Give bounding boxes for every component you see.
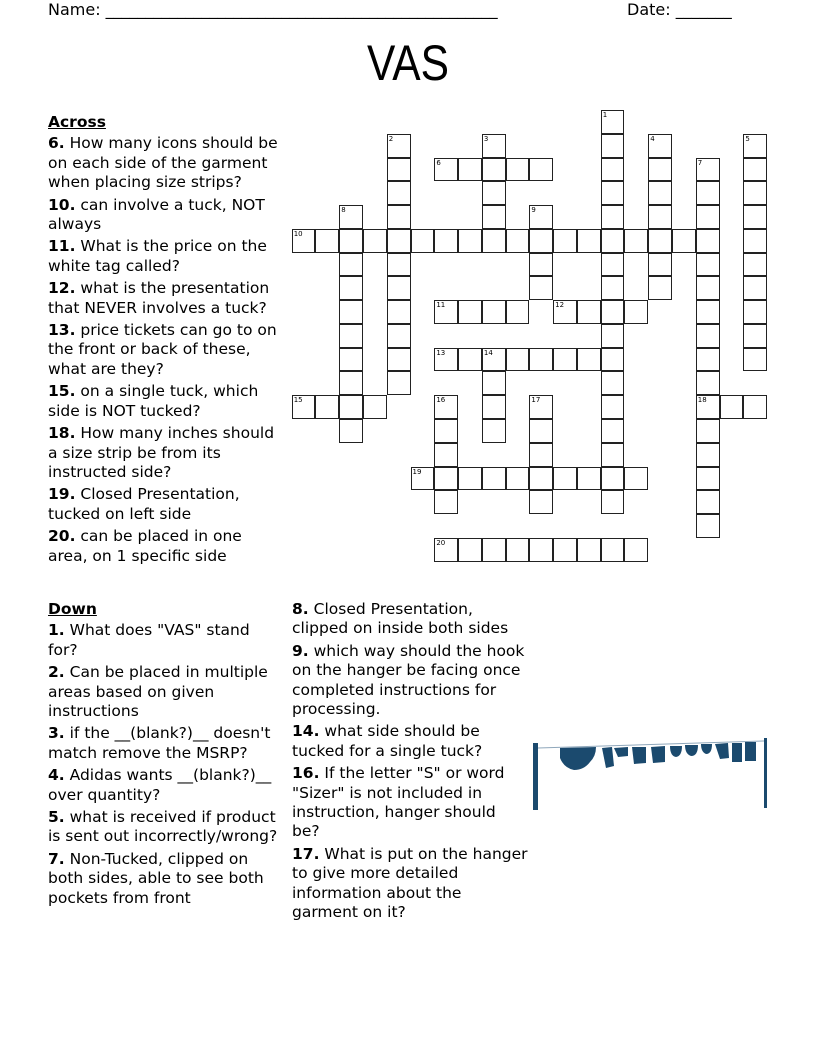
grid-cell[interactable] (363, 229, 387, 253)
grid-cell[interactable] (434, 443, 458, 467)
clue-across (48, 134, 280, 192)
grid-cell[interactable] (577, 348, 601, 372)
grid-cell[interactable] (482, 467, 506, 491)
grid-cell[interactable] (696, 490, 720, 514)
clue-down (292, 764, 528, 842)
grid-cell[interactable] (506, 229, 530, 253)
clue-text: Non-Tucked, clipped on both sides, able to see both pockets from front (48, 849, 264, 907)
cell-number: 9 (531, 206, 536, 215)
grid-cell[interactable] (434, 419, 458, 443)
grid-cell[interactable] (648, 276, 672, 300)
grid-cell[interactable] (458, 467, 482, 491)
grid-cell[interactable] (720, 395, 744, 419)
grid-cell[interactable] (482, 419, 506, 443)
page-title: VAS (367, 35, 449, 91)
grid-cell[interactable] (434, 300, 458, 324)
clue-text: Adidas wants __(blank?)__ over quantity? (48, 766, 272, 804)
grid-cell[interactable] (529, 490, 553, 514)
clue-across (48, 196, 280, 235)
grid-cell[interactable] (577, 538, 601, 562)
clue-text: if the __(blank?)__ doesn't match remove the MSRP? (48, 724, 271, 762)
grid-cell[interactable] (506, 158, 530, 182)
grid-cell[interactable] (434, 467, 458, 491)
clue-number: 3. (48, 724, 65, 743)
grid-cell[interactable] (553, 229, 577, 253)
grid-cell[interactable] (648, 229, 672, 253)
grid-cell[interactable] (696, 514, 720, 538)
grid-cell[interactable] (529, 467, 553, 491)
clue-number: 8. (292, 600, 309, 618)
grid-cell[interactable] (411, 467, 435, 491)
grid-cell[interactable] (601, 490, 625, 514)
grid-cell[interactable] (482, 348, 506, 372)
grid-cell[interactable] (601, 538, 625, 562)
grid-cell[interactable] (434, 348, 458, 372)
grid-cell[interactable] (601, 300, 625, 324)
grid-cell[interactable] (648, 158, 672, 182)
grid-cell[interactable] (339, 324, 363, 348)
grid-cell[interactable] (601, 276, 625, 300)
grid-cell[interactable] (339, 348, 363, 372)
clue-number: 10. (48, 195, 76, 214)
grid-cell[interactable] (529, 253, 553, 277)
clue-text: What is put on the hanger to give more detailed information about the garment on it? (292, 844, 528, 922)
grid-cell[interactable] (482, 229, 506, 253)
grid-cell[interactable] (696, 229, 720, 253)
grid-cell[interactable] (696, 419, 720, 443)
clue-text: If the letter "S" or word "Sizer" is not included in instruction, hanger should be? (292, 764, 505, 841)
grid-cell[interactable] (387, 253, 411, 277)
clue-text: can be placed in one area, on 1 specific side (48, 527, 242, 565)
down-clues-right (292, 600, 528, 926)
grid-cell[interactable] (553, 467, 577, 491)
clue-number: 1. (48, 621, 65, 640)
grid-cell[interactable] (743, 158, 767, 182)
cell-number: 14 (483, 348, 493, 357)
grid-cell[interactable] (506, 538, 530, 562)
clue-text: what side should be tucked for a single tuck? (292, 722, 483, 760)
grid-cell[interactable] (458, 229, 482, 253)
grid-cell[interactable] (529, 419, 553, 443)
name-field: Name: _________________________________________________ (48, 0, 498, 19)
grid-cell[interactable] (624, 300, 648, 324)
clue-text: which way should the hook on the hanger be facing once completed instructions for processing. (292, 641, 525, 719)
cell-number: 3 (483, 134, 489, 143)
grid-cell[interactable] (434, 229, 458, 253)
grid-cell[interactable] (506, 348, 530, 372)
date-field: Date: _______ (627, 0, 732, 19)
clue-number: 12. (48, 279, 76, 298)
grid-cell[interactable] (434, 395, 458, 419)
grid-cell[interactable] (601, 467, 625, 491)
clue-number: 7. (48, 849, 65, 868)
cell-number: 7 (697, 158, 703, 167)
clue-text: What is the price on the white tag called? (48, 237, 267, 275)
cell-number: 12 (555, 301, 565, 310)
grid-cell[interactable] (696, 443, 720, 467)
down-clues-left (48, 600, 284, 911)
grid-cell[interactable] (529, 205, 553, 229)
grid-cell[interactable] (624, 538, 648, 562)
grid-cell[interactable] (315, 395, 339, 419)
grid-cell[interactable] (506, 300, 530, 324)
clue-number: 5. (48, 808, 65, 827)
clue-across (48, 485, 280, 524)
grid-cell[interactable] (339, 276, 363, 300)
grid-cell[interactable] (339, 229, 363, 253)
grid-cell[interactable] (577, 467, 601, 491)
cell-number: 1 (602, 111, 608, 119)
cell-number: 6 (436, 158, 441, 167)
grid-cell[interactable] (743, 253, 767, 277)
clue-down (48, 663, 284, 721)
grid-cell[interactable] (553, 348, 577, 372)
clue-down (48, 808, 284, 847)
grid-cell[interactable] (648, 253, 672, 277)
grid-cell[interactable] (529, 348, 553, 372)
grid-cell[interactable] (696, 395, 720, 419)
down-heading: Down (48, 600, 97, 618)
grid-cell[interactable] (387, 300, 411, 324)
cell-number: 10 (293, 229, 303, 238)
across-heading: Across (48, 113, 106, 131)
clue-down (292, 845, 528, 923)
grid-cell[interactable] (339, 419, 363, 443)
clue-text: How many inches should a size strip be from its instructed side? (48, 424, 275, 481)
clue-across (48, 527, 280, 566)
grid-cell[interactable] (696, 348, 720, 372)
grid-cell[interactable] (743, 134, 767, 158)
clue-down (48, 766, 284, 805)
grid-cell[interactable] (458, 538, 482, 562)
grid-cell[interactable] (601, 158, 625, 182)
grid-cell[interactable] (506, 467, 530, 491)
grid-cell[interactable] (601, 253, 625, 277)
grid-cell[interactable] (743, 300, 767, 324)
grid-cell[interactable] (696, 467, 720, 491)
grid-cell[interactable] (482, 538, 506, 562)
grid-cell[interactable] (601, 181, 625, 205)
grid-cell[interactable] (458, 300, 482, 324)
grid-cell[interactable] (434, 490, 458, 514)
grid-cell[interactable] (458, 158, 482, 182)
grid-cell[interactable] (743, 229, 767, 253)
grid-cell[interactable] (601, 443, 625, 467)
grid-cell[interactable] (387, 205, 411, 229)
grid-cell[interactable] (315, 229, 339, 253)
grid-cell[interactable] (696, 324, 720, 348)
clue-text: How many icons should be on each side of the garment when placing size strips? (48, 134, 278, 192)
grid-cell[interactable] (387, 158, 411, 182)
grid-cell[interactable] (387, 276, 411, 300)
grid-cell[interactable] (743, 324, 767, 348)
cell-number: 2 (388, 134, 394, 143)
grid-cell[interactable] (648, 134, 672, 158)
grid-cell[interactable] (648, 205, 672, 229)
grid-cell[interactable] (601, 348, 625, 372)
clue-number: 17. (292, 844, 320, 863)
grid-cell[interactable] (387, 134, 411, 158)
grid-cell[interactable] (482, 371, 506, 395)
clue-text: price tickets can go to on the front or back of these, what are they? (48, 321, 277, 378)
cell-number: 16 (436, 396, 446, 405)
cell-number: 13 (436, 348, 446, 357)
grid-cell[interactable] (434, 538, 458, 562)
grid-cell[interactable] (339, 205, 363, 229)
grid-cell[interactable] (482, 134, 506, 158)
cell-number: 19 (412, 467, 422, 476)
grid-cell[interactable] (743, 395, 767, 419)
clue-across (48, 382, 280, 421)
clue-number: 15. (48, 382, 76, 401)
clue-down (48, 724, 284, 763)
grid-cell[interactable] (529, 395, 553, 419)
grid-cell[interactable] (292, 229, 316, 253)
grid-cell[interactable] (696, 276, 720, 300)
clue-number: 16. (292, 764, 320, 783)
clue-number: 14. (292, 722, 320, 741)
grid-cell[interactable] (482, 158, 506, 182)
grid-cell[interactable] (648, 181, 672, 205)
clue-text: what is the presentation that NEVER involves a tuck? (48, 279, 270, 317)
clue-number: 2. (48, 663, 65, 682)
clue-across (48, 424, 280, 482)
grid-cell[interactable] (743, 276, 767, 300)
grid-cell[interactable] (434, 158, 458, 182)
grid-cell[interactable] (387, 229, 411, 253)
grid-cell[interactable] (601, 134, 625, 158)
grid-cell[interactable] (601, 419, 625, 443)
grid-cell[interactable] (696, 158, 720, 182)
cell-number: 20 (436, 538, 446, 547)
grid-cell[interactable] (743, 348, 767, 372)
grid-cell[interactable] (482, 300, 506, 324)
clue-across (48, 279, 280, 318)
clue-across (48, 321, 280, 379)
grid-cell[interactable] (292, 395, 316, 419)
cell-number: 11 (436, 301, 446, 310)
grid-cell[interactable] (529, 443, 553, 467)
grid-cell[interactable] (577, 229, 601, 253)
clue-number: 18. (48, 424, 76, 443)
grid-cell[interactable] (339, 253, 363, 277)
grid-cell[interactable] (529, 158, 553, 182)
grid-cell[interactable] (601, 205, 625, 229)
grid-cell[interactable] (601, 324, 625, 348)
cell-number: 15 (293, 396, 303, 405)
clue-down (292, 600, 528, 639)
grid-cell[interactable] (696, 371, 720, 395)
grid-cell[interactable] (601, 229, 625, 253)
cell-number: 17 (531, 396, 541, 405)
grid-cell[interactable] (696, 253, 720, 277)
grid-cell[interactable] (601, 371, 625, 395)
clue-down (48, 621, 284, 660)
grid-cell[interactable] (387, 181, 411, 205)
cell-number: 4 (650, 134, 655, 143)
grid-cell[interactable] (363, 395, 387, 419)
grid-cell[interactable] (577, 300, 601, 324)
clue-number: 6. (48, 134, 65, 153)
clue-number: 13. (48, 321, 76, 340)
grid-cell[interactable] (482, 205, 506, 229)
clue-text: What does "VAS" stand for? (48, 621, 250, 659)
clue-text: Closed Presentation, tucked on left side (48, 485, 240, 523)
cell-number: 18 (697, 396, 707, 405)
grid-cell[interactable] (624, 229, 648, 253)
grid-cell[interactable] (482, 181, 506, 205)
clue-text: what is received if product is sent out incorrectly/wrong? (48, 808, 278, 846)
grid-cell[interactable] (743, 205, 767, 229)
grid-cell[interactable] (529, 229, 553, 253)
cell-number: 5 (745, 134, 750, 143)
grid-cell[interactable] (696, 181, 720, 205)
grid-cell[interactable] (743, 181, 767, 205)
grid-cell[interactable] (339, 395, 363, 419)
clue-down (48, 850, 284, 908)
cell-number: 8 (341, 206, 346, 215)
grid-cell[interactable] (529, 276, 553, 300)
clue-down (292, 722, 528, 761)
clue-number: 9. (292, 641, 309, 660)
clue-down (292, 642, 528, 720)
clue-number: 11. (48, 237, 76, 256)
grid-cell[interactable] (553, 538, 577, 562)
clue-text: Closed Presentation, clipped on inside both sides (292, 600, 509, 638)
grid-cell[interactable] (696, 300, 720, 324)
clue-number: 19. (48, 485, 76, 504)
across-clues (48, 113, 280, 569)
grid-cell[interactable] (411, 229, 435, 253)
grid-cell[interactable] (601, 110, 625, 134)
clue-number: 4. (48, 766, 65, 785)
grid-cell[interactable] (339, 371, 363, 395)
clue-text: on a single tuck, which side is NOT tucked? (48, 382, 259, 420)
grid-cell[interactable] (624, 467, 648, 491)
grid-cell[interactable] (672, 229, 696, 253)
grid-cell[interactable] (482, 395, 506, 419)
grid-cell[interactable] (387, 348, 411, 372)
grid-cell[interactable] (529, 538, 553, 562)
grid-cell[interactable] (387, 371, 411, 395)
grid-cell[interactable] (696, 205, 720, 229)
clue-across (48, 237, 280, 276)
grid-cell[interactable] (601, 395, 625, 419)
grid-cell[interactable] (387, 324, 411, 348)
clue-text: Can be placed in multiple areas based on given instructions (48, 663, 268, 721)
grid-cell[interactable] (553, 300, 577, 324)
grid-cell[interactable] (339, 300, 363, 324)
grid-cell[interactable] (458, 348, 482, 372)
clue-number: 20. (48, 527, 76, 546)
clothesline-illustration (530, 736, 772, 812)
clue-text: can involve a tuck, NOT always (48, 195, 265, 234)
